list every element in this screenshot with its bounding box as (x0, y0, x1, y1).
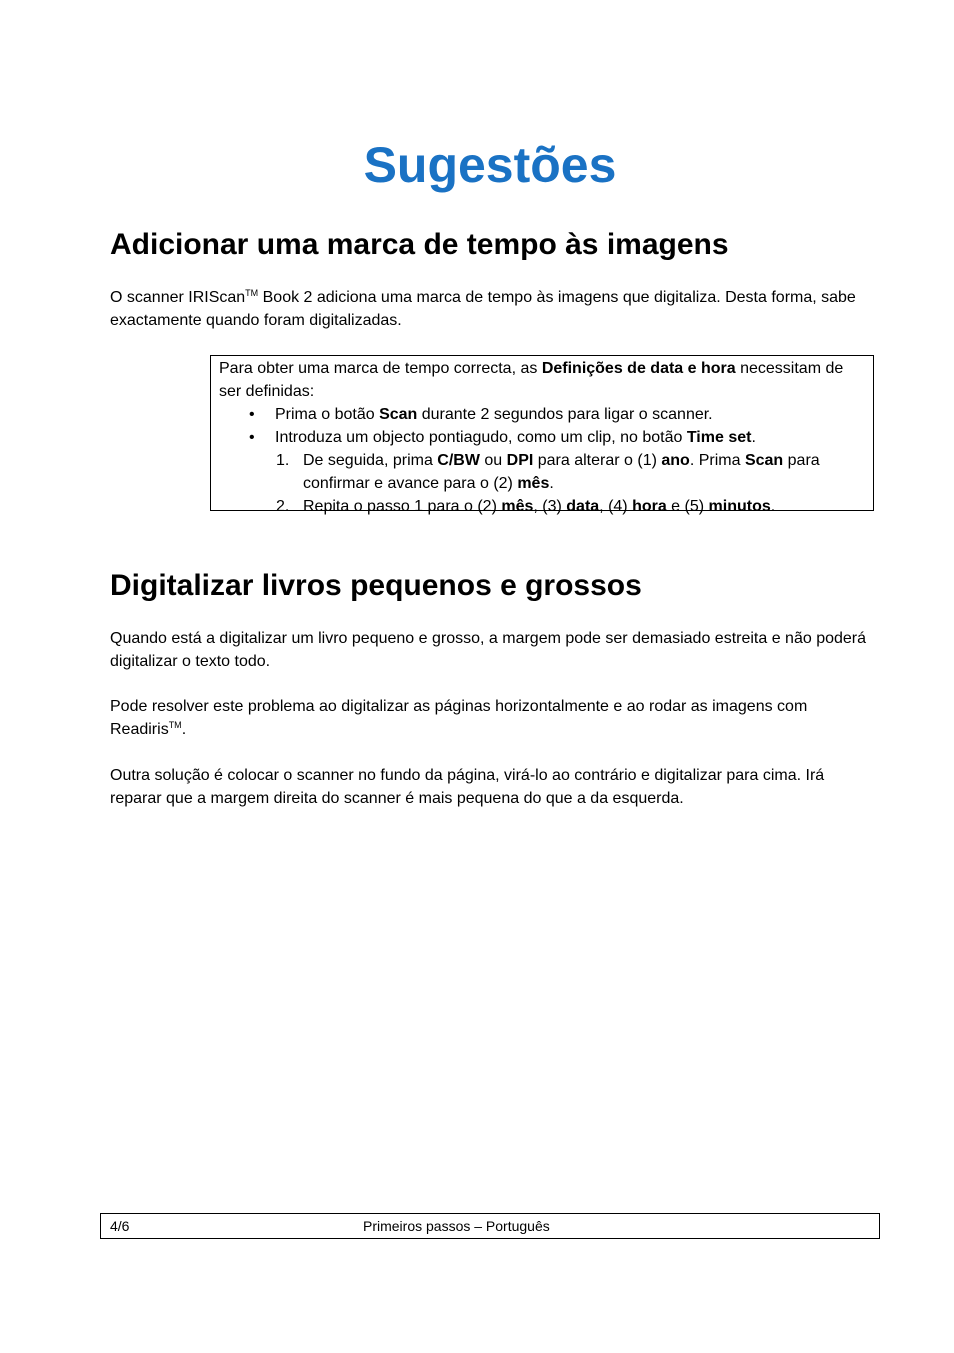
bold-term: DPI (506, 452, 534, 469)
bold-term: Scan (744, 452, 784, 469)
timestamp-intro-paragraph (110, 286, 870, 332)
text-segment: . (181, 721, 187, 738)
bold-term: mês (517, 475, 550, 492)
bold-term: Time set (686, 429, 752, 446)
step-number: 1. (276, 452, 290, 469)
text-segment: . Prima (689, 452, 745, 469)
bold-term: ano (661, 452, 690, 469)
small-books-paragraph-2 (110, 695, 870, 741)
text-segment: . (549, 475, 554, 492)
text-segment: para confirmar e avance para o (2) (303, 452, 820, 492)
text-segment: e (5) (666, 498, 709, 515)
page-number: 4/6 (110, 1218, 130, 1234)
page-title: Sugestões (363, 137, 617, 193)
numbered-step (219, 449, 865, 495)
bold-term: Definições de data e hora (541, 360, 736, 377)
text-segment: para alterar o (1) (533, 452, 662, 469)
text-segment: durante 2 segundos para ligar o scanner. (417, 406, 713, 423)
list-item (219, 426, 865, 449)
text-segment: . (770, 498, 776, 515)
bold-term: C/BW (437, 452, 480, 469)
text-segment: Pode resolver este problema ao digitalizar as páginas horizontalmente e ao rodar as imagens com Readiris (110, 698, 808, 738)
text-segment: , (4) (599, 498, 633, 515)
small-books-paragraph-3: Outra solução é colocar o scanner no fundo da página, virá-lo ao contrário e digitalizar para cima. Irá reparar que a margem direita do scanner é mais pequena do que a da esquerda. (110, 767, 825, 807)
bold-term: hora (632, 498, 667, 515)
text-segment: De seguida, prima (303, 452, 438, 469)
page-footer (100, 1213, 880, 1239)
note-box (210, 355, 874, 515)
section-heading-small-books: Digitalizar livros pequenos e grossos (110, 569, 642, 602)
bold-term: mês (501, 498, 534, 515)
text-segment: Introduza um objecto pontiagudo, como um clip, no botão (275, 429, 687, 446)
text-segment: Book 2 adiciona uma marca de tempo às imagens que digitaliza. Desta forma, sabe exactamente quando foram digitalizadas. (110, 289, 856, 329)
text-segment: Prima o botão (275, 406, 380, 423)
trademark-mark: TM (245, 288, 259, 298)
list-item (219, 403, 865, 426)
footer-title: Primeiros passos – Português (363, 1218, 550, 1234)
bullet-icon: • (249, 429, 255, 446)
text-segment: necessitam de ser definidas: (219, 360, 844, 400)
bold-term: Scan (379, 406, 418, 423)
text-segment: Para obter uma marca de tempo correcta, as (219, 360, 542, 377)
step-number: 2. (276, 498, 290, 515)
section-heading-timestamp: Adicionar uma marca de tempo às imagens (110, 228, 729, 261)
bold-term: data (566, 498, 600, 515)
text-segment: . (751, 429, 756, 446)
text-segment: O scanner IRIScan (110, 289, 246, 306)
text-segment: ou (479, 452, 507, 469)
bullet-icon: • (249, 406, 255, 423)
text-segment: Repita o passo 1 para o (2) (303, 498, 502, 515)
numbered-step (219, 495, 865, 518)
trademark-mark: TM (168, 720, 182, 730)
bold-term: minutos (708, 498, 771, 515)
note-intro (219, 357, 865, 403)
small-books-paragraph-1: Quando está a digitalizar um livro pequeno e grosso, a margem pode ser demasiado estreita e não poderá digitalizar o texto todo. (110, 630, 867, 670)
text-segment: , (3) (533, 498, 567, 515)
